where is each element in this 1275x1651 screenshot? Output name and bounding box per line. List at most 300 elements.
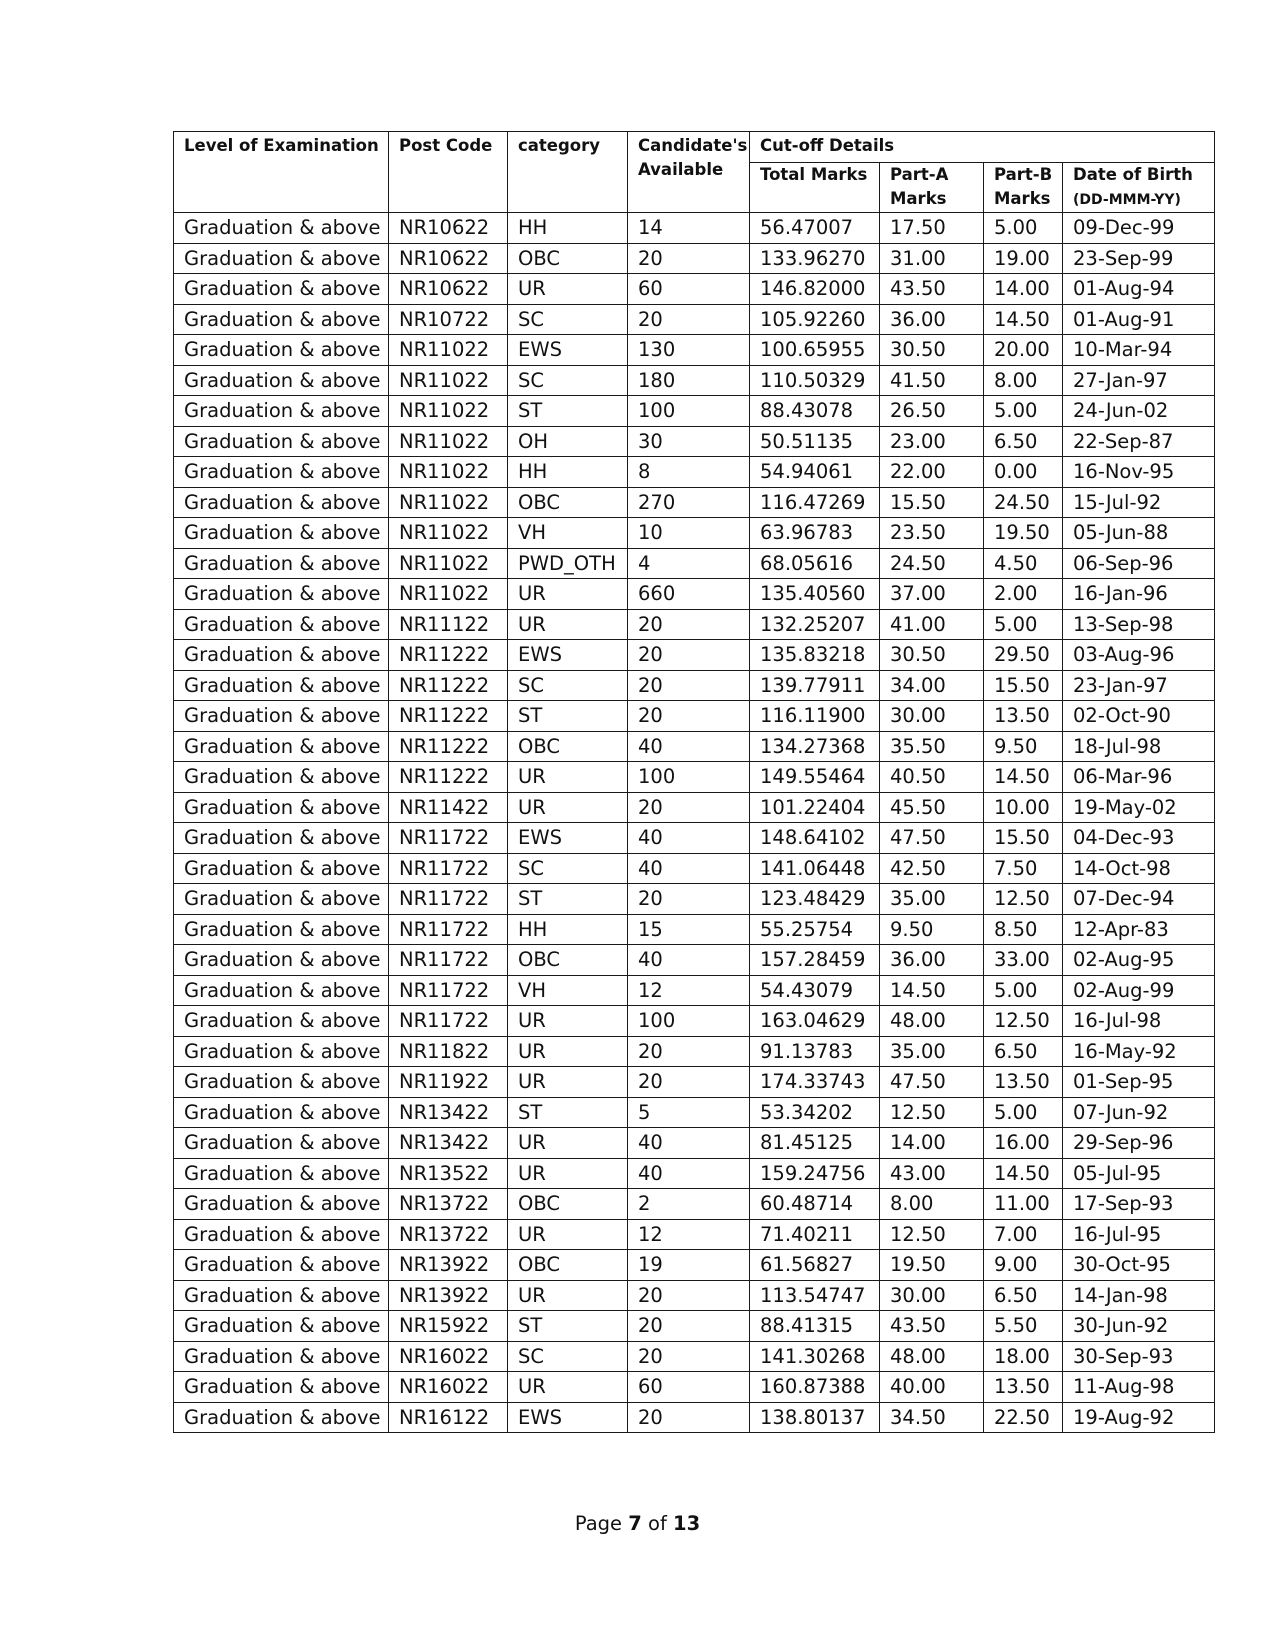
cell-candidates: 130	[628, 335, 750, 366]
cell-dob: 16-Jul-95	[1063, 1219, 1215, 1250]
cell-part-a: 12.50	[880, 1219, 984, 1250]
cell-dob: 07-Jun-92	[1063, 1097, 1215, 1128]
cell-part-b: 8.00	[984, 365, 1063, 396]
cell-dob: 03-Aug-96	[1063, 640, 1215, 671]
cell-post-code: NR11022	[389, 457, 508, 488]
cell-level: Graduation & above	[174, 518, 389, 549]
cell-total-marks: 141.30268	[750, 1341, 880, 1372]
cell-level: Graduation & above	[174, 640, 389, 671]
cell-part-a: 30.50	[880, 640, 984, 671]
cell-category: ST	[508, 701, 628, 732]
table-row	[174, 945, 1215, 976]
cell-post-code: NR11022	[389, 548, 508, 579]
cell-total-marks: 160.87388	[750, 1372, 880, 1403]
cell-category: VH	[508, 975, 628, 1006]
cell-part-b: 20.00	[984, 335, 1063, 366]
table-row	[174, 213, 1215, 244]
table-row	[174, 1341, 1215, 1372]
table-row	[174, 731, 1215, 762]
cell-post-code: NR13722	[389, 1219, 508, 1250]
cell-total-marks: 53.34202	[750, 1097, 880, 1128]
cell-post-code: NR13722	[389, 1189, 508, 1220]
cell-post-code: NR11022	[389, 335, 508, 366]
cell-level: Graduation & above	[174, 457, 389, 488]
cell-dob: 12-Apr-83	[1063, 914, 1215, 945]
cell-post-code: NR13522	[389, 1158, 508, 1189]
cell-post-code: NR11722	[389, 884, 508, 915]
cell-post-code: NR11022	[389, 365, 508, 396]
cell-total-marks: 134.27368	[750, 731, 880, 762]
cell-dob: 23-Sep-99	[1063, 243, 1215, 274]
cell-total-marks: 56.47007	[750, 213, 880, 244]
cell-post-code: NR11422	[389, 792, 508, 823]
cell-category: UR	[508, 792, 628, 823]
table-row	[174, 1189, 1215, 1220]
cell-part-a: 35.00	[880, 1036, 984, 1067]
cell-level: Graduation & above	[174, 823, 389, 854]
cell-dob: 14-Jan-98	[1063, 1280, 1215, 1311]
cell-post-code: NR11722	[389, 914, 508, 945]
cell-part-a: 26.50	[880, 396, 984, 427]
header-category: category	[508, 132, 628, 213]
cell-dob: 02-Oct-90	[1063, 701, 1215, 732]
table-row	[174, 762, 1215, 793]
cell-category: OBC	[508, 1189, 628, 1220]
cell-post-code: NR11222	[389, 640, 508, 671]
cell-dob: 05-Jul-95	[1063, 1158, 1215, 1189]
cell-level: Graduation & above	[174, 1097, 389, 1128]
cell-part-b: 22.50	[984, 1402, 1063, 1433]
table-row	[174, 609, 1215, 640]
cell-part-b: 12.50	[984, 884, 1063, 915]
cell-candidates: 20	[628, 1036, 750, 1067]
cell-candidates: 270	[628, 487, 750, 518]
table-row	[174, 548, 1215, 579]
cell-part-a: 14.50	[880, 975, 984, 1006]
cell-candidates: 20	[628, 1341, 750, 1372]
cell-candidates: 20	[628, 1402, 750, 1433]
cell-candidates: 20	[628, 884, 750, 915]
cell-level: Graduation & above	[174, 1067, 389, 1098]
cell-level: Graduation & above	[174, 670, 389, 701]
cell-part-a: 48.00	[880, 1006, 984, 1037]
cell-total-marks: 71.40211	[750, 1219, 880, 1250]
cell-category: SC	[508, 365, 628, 396]
cell-dob: 04-Dec-93	[1063, 823, 1215, 854]
cell-level: Graduation & above	[174, 701, 389, 732]
cell-level: Graduation & above	[174, 396, 389, 427]
cell-dob: 30-Jun-92	[1063, 1311, 1215, 1342]
cell-part-a: 24.50	[880, 548, 984, 579]
cell-category: UR	[508, 1067, 628, 1098]
table-row	[174, 670, 1215, 701]
cell-part-b: 5.00	[984, 213, 1063, 244]
cell-dob: 07-Dec-94	[1063, 884, 1215, 915]
cell-total-marks: 91.13783	[750, 1036, 880, 1067]
cell-level: Graduation & above	[174, 1311, 389, 1342]
cell-dob: 18-Jul-98	[1063, 731, 1215, 762]
cell-part-b: 13.50	[984, 701, 1063, 732]
cell-category: OBC	[508, 487, 628, 518]
cell-level: Graduation & above	[174, 792, 389, 823]
cell-post-code: NR10622	[389, 243, 508, 274]
cell-category: UR	[508, 1219, 628, 1250]
cell-level: Graduation & above	[174, 884, 389, 915]
cell-part-a: 43.50	[880, 274, 984, 305]
cell-total-marks: 135.40560	[750, 579, 880, 610]
cell-part-a: 22.00	[880, 457, 984, 488]
table-row	[174, 274, 1215, 305]
cell-post-code: NR11222	[389, 731, 508, 762]
cell-category: HH	[508, 914, 628, 945]
cell-part-b: 9.50	[984, 731, 1063, 762]
table-row	[174, 1128, 1215, 1159]
cell-part-a: 30.50	[880, 335, 984, 366]
table-row	[174, 853, 1215, 884]
cell-candidates: 20	[628, 640, 750, 671]
table-row	[174, 701, 1215, 732]
table-row	[174, 792, 1215, 823]
footer-total-pages: 13	[673, 1512, 701, 1535]
cell-candidates: 60	[628, 274, 750, 305]
cell-part-b: 6.50	[984, 426, 1063, 457]
cell-level: Graduation & above	[174, 1280, 389, 1311]
cell-post-code: NR15922	[389, 1311, 508, 1342]
table-row	[174, 1158, 1215, 1189]
cell-dob: 22-Sep-87	[1063, 426, 1215, 457]
cell-post-code: NR10622	[389, 274, 508, 305]
cell-level: Graduation & above	[174, 548, 389, 579]
cell-candidates: 12	[628, 975, 750, 1006]
cell-candidates: 100	[628, 396, 750, 427]
header-cutoff-details: Cut-off Details	[750, 132, 1215, 163]
cell-category: UR	[508, 762, 628, 793]
cell-level: Graduation & above	[174, 762, 389, 793]
cell-dob: 19-May-02	[1063, 792, 1215, 823]
cell-dob: 16-Jul-98	[1063, 1006, 1215, 1037]
cell-dob: 11-Aug-98	[1063, 1372, 1215, 1403]
cell-dob: 29-Sep-96	[1063, 1128, 1215, 1159]
footer-current-page: 7	[628, 1512, 642, 1535]
cell-part-b: 18.00	[984, 1341, 1063, 1372]
cell-level: Graduation & above	[174, 975, 389, 1006]
cell-level: Graduation & above	[174, 1372, 389, 1403]
table-row	[174, 487, 1215, 518]
cell-part-a: 34.50	[880, 1402, 984, 1433]
cell-total-marks: 163.04629	[750, 1006, 880, 1037]
cell-level: Graduation & above	[174, 1128, 389, 1159]
cell-level: Graduation & above	[174, 243, 389, 274]
cell-total-marks: 88.43078	[750, 396, 880, 427]
cell-part-b: 15.50	[984, 670, 1063, 701]
cell-part-a: 40.00	[880, 1372, 984, 1403]
table-body	[174, 213, 1215, 1433]
cell-total-marks: 116.47269	[750, 487, 880, 518]
cell-candidates: 4	[628, 548, 750, 579]
cell-total-marks: 55.25754	[750, 914, 880, 945]
cell-candidates: 20	[628, 701, 750, 732]
cell-category: OBC	[508, 731, 628, 762]
cell-candidates: 100	[628, 762, 750, 793]
table-row	[174, 243, 1215, 274]
cell-part-a: 35.00	[880, 884, 984, 915]
cell-post-code: NR11022	[389, 487, 508, 518]
cell-post-code: NR16022	[389, 1341, 508, 1372]
header-candidates: Candidate's Available	[628, 132, 750, 213]
cell-candidates: 14	[628, 213, 750, 244]
cell-part-a: 43.00	[880, 1158, 984, 1189]
cell-total-marks: 88.41315	[750, 1311, 880, 1342]
cell-post-code: NR13922	[389, 1250, 508, 1281]
cell-total-marks: 133.96270	[750, 243, 880, 274]
cell-category: EWS	[508, 1402, 628, 1433]
table-row	[174, 304, 1215, 335]
cell-part-b: 19.00	[984, 243, 1063, 274]
footer-page-word: Page	[574, 1512, 623, 1535]
cell-part-a: 42.50	[880, 853, 984, 884]
cell-part-a: 41.50	[880, 365, 984, 396]
cell-post-code: NR11222	[389, 701, 508, 732]
cell-part-b: 5.00	[984, 609, 1063, 640]
cell-part-b: 9.00	[984, 1250, 1063, 1281]
cell-dob: 10-Mar-94	[1063, 335, 1215, 366]
cell-dob: 09-Dec-99	[1063, 213, 1215, 244]
header-total-marks: Total Marks	[750, 163, 880, 213]
cell-level: Graduation & above	[174, 365, 389, 396]
cell-dob: 23-Jan-97	[1063, 670, 1215, 701]
cell-post-code: NR11722	[389, 823, 508, 854]
cell-candidates: 19	[628, 1250, 750, 1281]
cell-post-code: NR11122	[389, 609, 508, 640]
cell-part-b: 14.00	[984, 274, 1063, 305]
cell-candidates: 40	[628, 1128, 750, 1159]
table-row	[174, 823, 1215, 854]
cell-part-b: 5.00	[984, 975, 1063, 1006]
header-row-top	[174, 132, 1215, 163]
header-part-b: Part-B Marks	[984, 163, 1063, 213]
table-row	[174, 396, 1215, 427]
cell-part-a: 36.00	[880, 945, 984, 976]
cell-category: ST	[508, 1097, 628, 1128]
cell-level: Graduation & above	[174, 426, 389, 457]
cell-category: UR	[508, 274, 628, 305]
cell-part-a: 47.50	[880, 1067, 984, 1098]
cell-total-marks: 146.82000	[750, 274, 880, 305]
cell-part-a: 40.50	[880, 762, 984, 793]
cell-candidates: 20	[628, 670, 750, 701]
cell-category: EWS	[508, 640, 628, 671]
cell-candidates: 20	[628, 609, 750, 640]
cell-part-a: 9.50	[880, 914, 984, 945]
cell-total-marks: 101.22404	[750, 792, 880, 823]
cell-candidates: 660	[628, 579, 750, 610]
cell-candidates: 40	[628, 1158, 750, 1189]
cell-candidates: 15	[628, 914, 750, 945]
cell-post-code: NR10722	[389, 304, 508, 335]
cell-part-b: 19.50	[984, 518, 1063, 549]
cell-post-code: NR10622	[389, 213, 508, 244]
cell-part-b: 14.50	[984, 304, 1063, 335]
cell-level: Graduation & above	[174, 1036, 389, 1067]
cell-category: UR	[508, 1280, 628, 1311]
cell-candidates: 60	[628, 1372, 750, 1403]
cell-level: Graduation & above	[174, 1219, 389, 1250]
cell-level: Graduation & above	[174, 1158, 389, 1189]
cell-total-marks: 60.48714	[750, 1189, 880, 1220]
cell-candidates: 20	[628, 792, 750, 823]
cell-part-a: 23.50	[880, 518, 984, 549]
cell-category: UR	[508, 1158, 628, 1189]
cell-total-marks: 54.43079	[750, 975, 880, 1006]
cell-candidates: 5	[628, 1097, 750, 1128]
cell-level: Graduation & above	[174, 487, 389, 518]
cell-level: Graduation & above	[174, 1402, 389, 1433]
cell-dob: 01-Aug-94	[1063, 274, 1215, 305]
cell-category: UR	[508, 609, 628, 640]
cell-total-marks: 113.54747	[750, 1280, 880, 1311]
cell-dob: 14-Oct-98	[1063, 853, 1215, 884]
cell-candidates: 20	[628, 243, 750, 274]
cell-part-a: 17.50	[880, 213, 984, 244]
cell-part-a: 31.00	[880, 243, 984, 274]
cell-dob: 13-Sep-98	[1063, 609, 1215, 640]
cell-level: Graduation & above	[174, 1250, 389, 1281]
cell-level: Graduation & above	[174, 914, 389, 945]
cell-part-b: 4.50	[984, 548, 1063, 579]
cell-part-b: 13.50	[984, 1067, 1063, 1098]
cell-dob: 01-Sep-95	[1063, 1067, 1215, 1098]
cell-part-b: 15.50	[984, 823, 1063, 854]
cell-post-code: NR11022	[389, 518, 508, 549]
cell-category: EWS	[508, 335, 628, 366]
cell-total-marks: 138.80137	[750, 1402, 880, 1433]
table-row	[174, 1097, 1215, 1128]
cell-category: ST	[508, 1311, 628, 1342]
cell-post-code: NR11222	[389, 762, 508, 793]
cell-total-marks: 157.28459	[750, 945, 880, 976]
cell-post-code: NR16122	[389, 1402, 508, 1433]
cell-total-marks: 105.92260	[750, 304, 880, 335]
cell-post-code: NR11722	[389, 975, 508, 1006]
cell-category: VH	[508, 518, 628, 549]
cell-post-code: NR13422	[389, 1128, 508, 1159]
cell-total-marks: 148.64102	[750, 823, 880, 854]
cell-post-code: NR11822	[389, 1036, 508, 1067]
cell-part-b: 16.00	[984, 1128, 1063, 1159]
cell-total-marks: 116.11900	[750, 701, 880, 732]
cell-dob: 24-Jun-02	[1063, 396, 1215, 427]
table-row	[174, 1006, 1215, 1037]
cell-category: HH	[508, 213, 628, 244]
cell-part-a: 23.00	[880, 426, 984, 457]
cell-total-marks: 123.48429	[750, 884, 880, 915]
cell-level: Graduation & above	[174, 609, 389, 640]
cell-candidates: 20	[628, 1067, 750, 1098]
table-row	[174, 1311, 1215, 1342]
cell-part-a: 30.00	[880, 1280, 984, 1311]
cell-category: SC	[508, 853, 628, 884]
cell-category: OBC	[508, 1250, 628, 1281]
cell-category: UR	[508, 1128, 628, 1159]
table-row	[174, 426, 1215, 457]
table-row	[174, 1250, 1215, 1281]
cell-dob: 15-Jul-92	[1063, 487, 1215, 518]
cell-level: Graduation & above	[174, 213, 389, 244]
table-row	[174, 1219, 1215, 1250]
cell-level: Graduation & above	[174, 1006, 389, 1037]
cell-total-marks: 132.25207	[750, 609, 880, 640]
cell-part-a: 48.00	[880, 1341, 984, 1372]
header-level: Level of Examination	[174, 132, 389, 213]
cell-part-b: 24.50	[984, 487, 1063, 518]
table-row	[174, 1280, 1215, 1311]
cell-post-code: NR11222	[389, 670, 508, 701]
cell-post-code: NR11722	[389, 945, 508, 976]
cell-candidates: 10	[628, 518, 750, 549]
cell-part-b: 29.50	[984, 640, 1063, 671]
cell-level: Graduation & above	[174, 274, 389, 305]
cell-dob: 30-Sep-93	[1063, 1341, 1215, 1372]
cell-total-marks: 54.94061	[750, 457, 880, 488]
cell-candidates: 12	[628, 1219, 750, 1250]
cell-part-b: 10.00	[984, 792, 1063, 823]
cell-total-marks: 68.05616	[750, 548, 880, 579]
cell-part-a: 30.00	[880, 701, 984, 732]
cell-part-b: 12.50	[984, 1006, 1063, 1037]
cell-total-marks: 100.65955	[750, 335, 880, 366]
cell-total-marks: 159.24756	[750, 1158, 880, 1189]
table-row	[174, 579, 1215, 610]
cell-total-marks: 149.55464	[750, 762, 880, 793]
cell-dob: 27-Jan-97	[1063, 365, 1215, 396]
cell-part-a: 43.50	[880, 1311, 984, 1342]
cell-total-marks: 61.56827	[750, 1250, 880, 1281]
cell-total-marks: 139.77911	[750, 670, 880, 701]
cell-part-b: 6.50	[984, 1280, 1063, 1311]
cell-post-code: NR11722	[389, 1006, 508, 1037]
cell-level: Graduation & above	[174, 731, 389, 762]
cell-level: Graduation & above	[174, 1189, 389, 1220]
header-part-a: Part-A Marks	[880, 163, 984, 213]
cell-part-b: 5.50	[984, 1311, 1063, 1342]
table-row	[174, 1402, 1215, 1433]
cell-category: UR	[508, 1006, 628, 1037]
cell-part-a: 47.50	[880, 823, 984, 854]
cell-category: EWS	[508, 823, 628, 854]
cell-candidates: 40	[628, 823, 750, 854]
cell-candidates: 30	[628, 426, 750, 457]
cell-total-marks: 81.45125	[750, 1128, 880, 1159]
cell-part-b: 11.00	[984, 1189, 1063, 1220]
cell-part-b: 7.50	[984, 853, 1063, 884]
cell-part-b: 33.00	[984, 945, 1063, 976]
table-row	[174, 457, 1215, 488]
cell-candidates: 100	[628, 1006, 750, 1037]
cell-candidates: 40	[628, 731, 750, 762]
cell-category: UR	[508, 1036, 628, 1067]
cell-dob: 19-Aug-92	[1063, 1402, 1215, 1433]
cell-part-a: 35.50	[880, 731, 984, 762]
table-row	[174, 914, 1215, 945]
cell-post-code: NR16022	[389, 1372, 508, 1403]
cell-category: OBC	[508, 243, 628, 274]
cell-level: Graduation & above	[174, 335, 389, 366]
cell-candidates: 8	[628, 457, 750, 488]
cell-candidates: 20	[628, 1280, 750, 1311]
table-row	[174, 335, 1215, 366]
header-post-code: Post Code	[389, 132, 508, 213]
table-row	[174, 365, 1215, 396]
